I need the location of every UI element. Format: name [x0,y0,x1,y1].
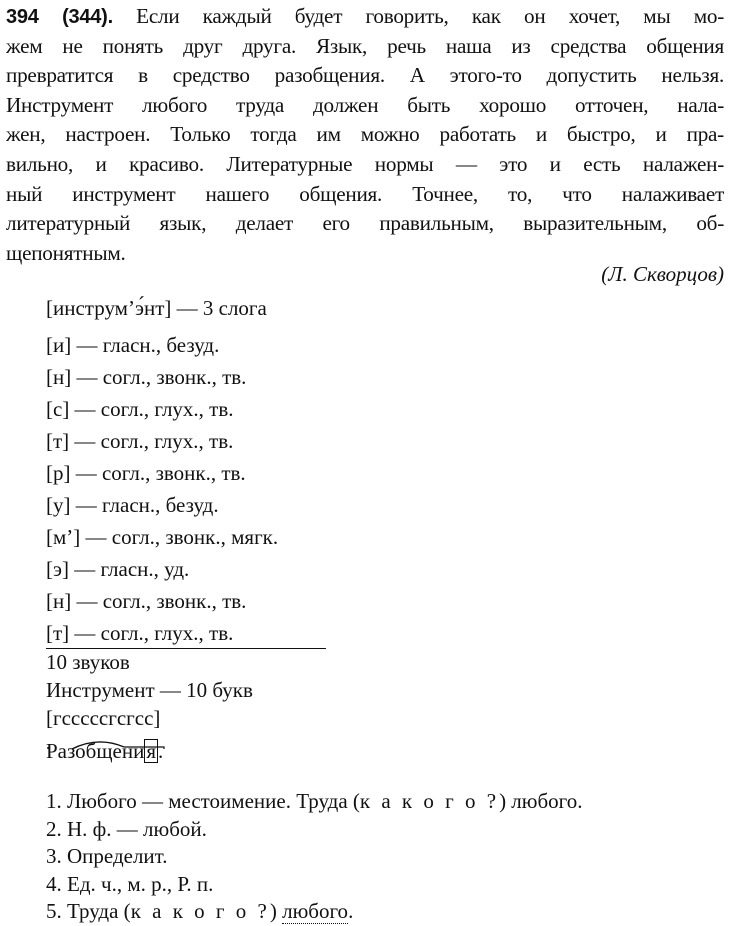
word-ending: я [146,739,156,763]
sound-item: [у] — гласн., безуд. [46,493,219,517]
summary-divider [46,648,326,649]
sound-item: [н] — согл., звонк., тв. [46,365,247,389]
total-sounds: 10 звуков [46,650,130,674]
p5-word: любого [282,899,349,923]
sound-item: [м’] — согл., звонк., мягк. [46,525,279,549]
word-stem: Разобщени [46,739,145,763]
exercise-line-5: жен, настроен. Только тогда им можно работать и быстро, и пра- [6,122,724,147]
exercise-line-1-text: Если каждый будет говорить, как он хочет, мы мо- [136,4,724,28]
word-dot: . [158,739,164,763]
sound-item: [н] — согл., звонк., тв. [46,589,247,613]
exercise-line-8: литературный язык, делает его правильным, выразительным, об- [6,211,724,236]
exercise-line-2: жем не понять друг друга. Язык, речь наша из средства общения [6,33,724,58]
sound-item: [т] — согл., глух., тв. [46,621,234,645]
analysis-point-2: 2. Н. ф. — любой. [46,816,207,841]
sound-item: [р] — согл., звонк., тв. [46,461,246,485]
p1-question: к а к о г о ? [359,789,500,813]
sound-list [46,329,278,649]
exercise-line-4: Инструмент любого труда должен быть хорошо отточен, нала- [6,92,724,117]
sound-item: [с] — согл., глух., тв. [46,397,234,421]
morph-word [46,736,163,764]
analysis-point-4: 4. Ед. ч., м. р., Р. п. [46,871,214,896]
exercise-line-3: превратится в средство разобщения. А этого-то допустить нельзя. [6,63,724,88]
author-attribution: (Л. Скворцов) [601,262,724,286]
sound-item: [и] — гласн., безуд. [46,333,220,357]
phonetic-transcription: [инструм’э́нт] — 3 слога [46,296,267,320]
analysis-point-3: 3. Определит. [46,844,168,868]
sound-item: [э] — гласн., уд. [46,557,190,581]
p5-before: 5. Труда ( [46,899,131,923]
p5-after: ) [269,899,283,923]
sound-item: [т] — согл., глух., тв. [46,429,234,453]
p5-question: к а к о г о ? [130,899,270,923]
exercise-line-6: вильно, и красиво. Литературные нормы — это и есть налажен- [6,151,724,176]
sound-scheme: [гсссссгсгсс] [46,706,161,730]
morphological-analysis [46,788,583,926]
exercise-line-1 [6,2,724,32]
exercise-line-9: щепонятным. [6,240,126,265]
p1-before: 1. Любого — местоимение. Труда ( [46,789,360,813]
p5-dot: . [348,899,354,923]
exercise-number: 394 (344). [6,6,113,28]
exercise-line-7: ный инструмент нашего общения. Точнее, то, что налаживает [6,181,724,206]
exercise-text [6,2,724,268]
analysis-point-5 [46,898,583,926]
morphemic-analysis [46,736,163,764]
p1-after: ) любого. [499,789,583,813]
analysis-point-1 [46,788,583,816]
total-letters: Инструмент — 10 букв [46,678,253,702]
